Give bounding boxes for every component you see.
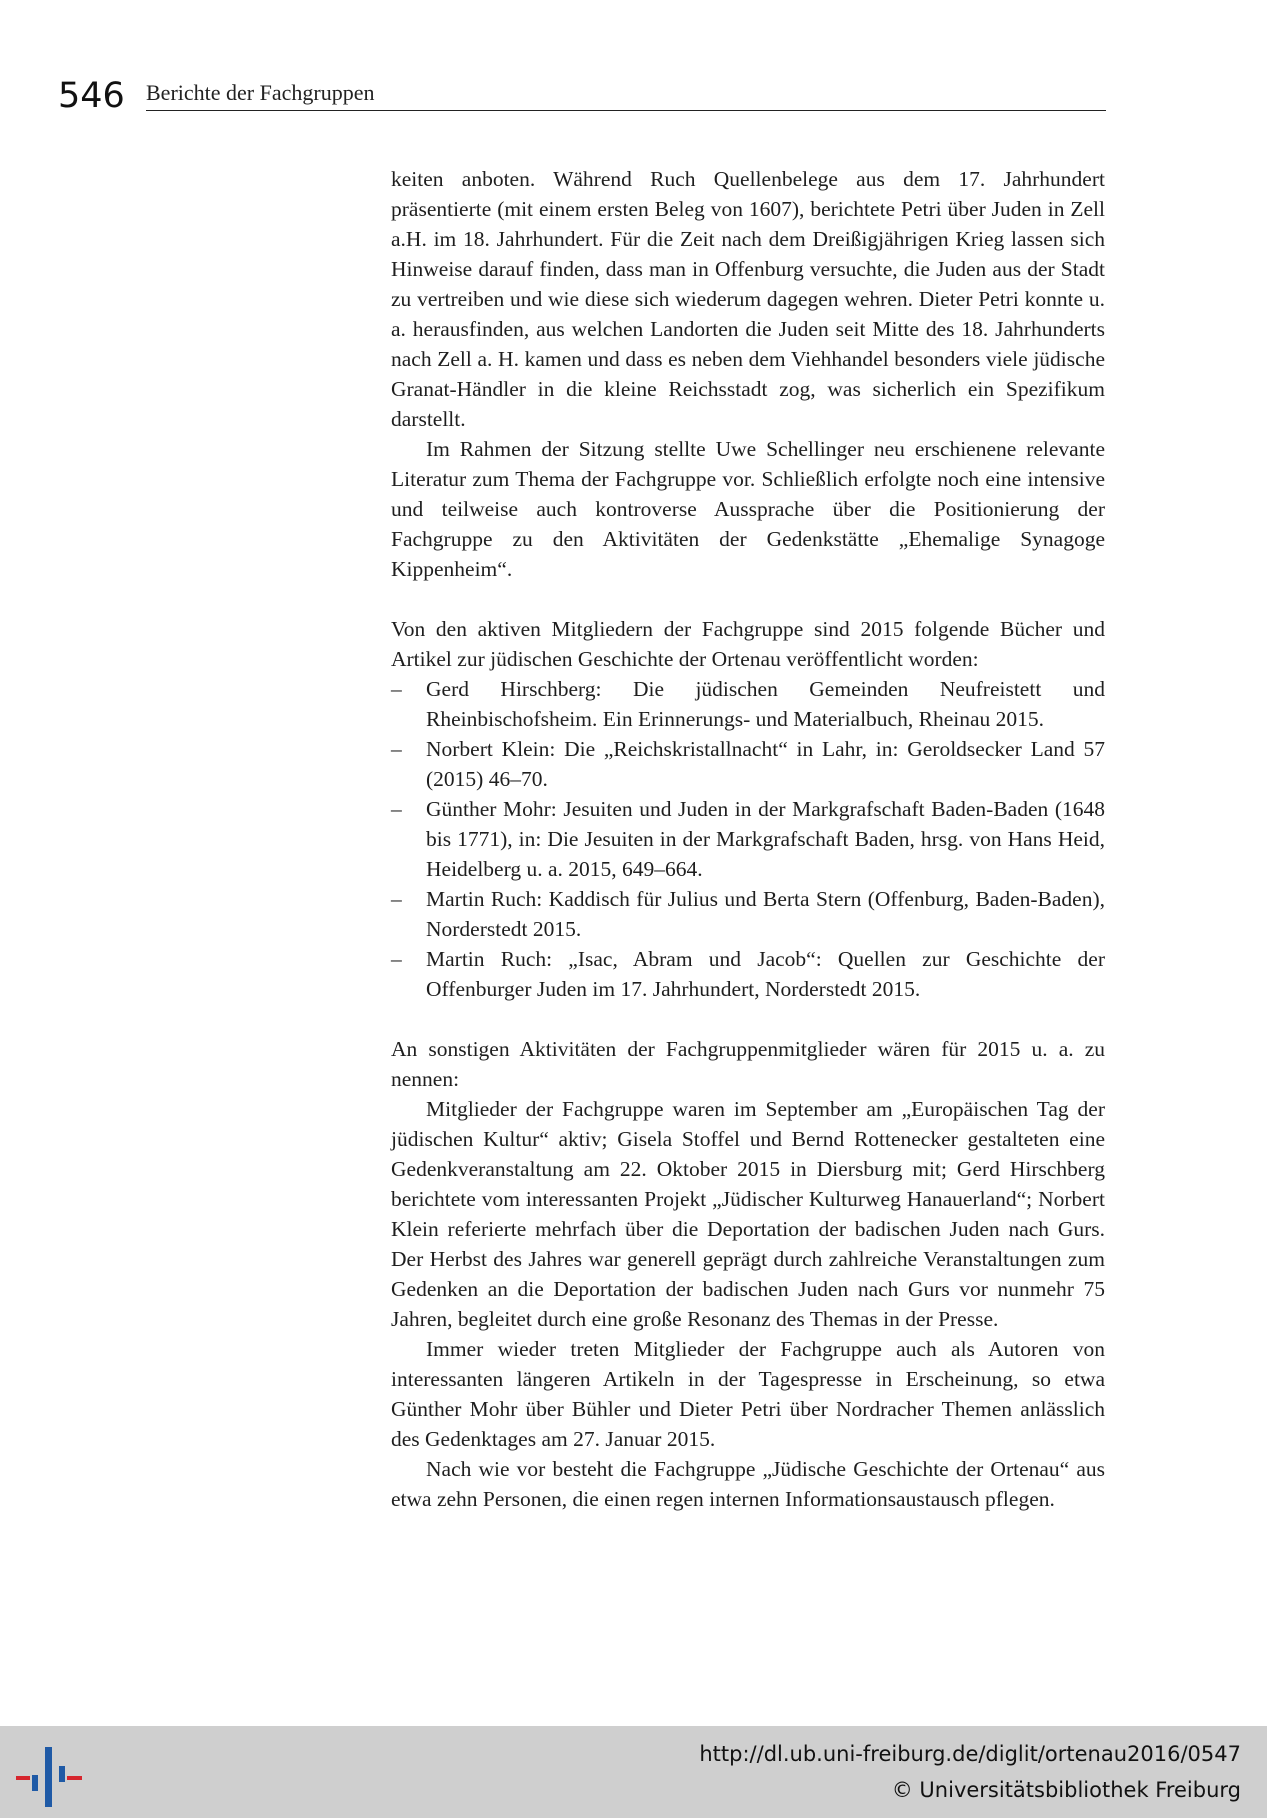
paragraph: Mitglieder der Fachgruppe waren im September am „Europäischen Tag der jüdischen Kultur“ aktiv; Gisela Stoffel und Bernd Rottenecker gestalteten eine Gedenkveranstaltung am 22. Oktober 2015 in Diersburg mit; Gerd Hirschberg berichtete vom interessanten Projekt „Jüdischer Kulturweg Hanauerland“; Norbert Klein referierte mehrfach über die Deportation der badischen Juden nach Gurs. Der Herbst des Jahres war generell geprägt durch zahlreiche Veranstaltungen zum Gedenken an die Deportation der badischen Juden nach Gurs vor nunmehr 75 Jahren, begleitet durch eine große Resonanz des Themas in der Presse. (391, 1097, 1105, 1331)
list-dash: – (391, 947, 402, 971)
source-url-link[interactable]: http://dl.ub.uni-freiburg.de/diglit/ortenau2016/0547 (699, 1742, 1241, 1766)
footer-bar (0, 1726, 1267, 1818)
paragraph: Von den aktiven Mitgliedern der Fachgruppe sind 2015 folgende Bücher und Artikel zur jüdischen Geschichte der Ortenau veröffentlicht worden: (391, 617, 1105, 671)
article-body (391, 164, 1105, 1514)
list-item-text: Gerd Hirschberg: Die jüdischen Gemeinden Neufreistett und Rheinbischofsheim. Ein Erinnerungs- und Materialbuch, Rheinau 2015. (426, 677, 1105, 731)
paragraph: Im Rahmen der Sitzung stellte Uwe Schellinger neu erschienene relevante Literatur zum Thema der Fachgruppe vor. Schließlich erfolgte noch eine intensive und teilweise auch kontroverse Aussprache über die Positionierung der Fachgruppe zu den Aktivitäten der Gedenkstätte „Ehemalige Synagoge Kippenheim“. (391, 437, 1105, 581)
logo-red-left (16, 1776, 30, 1780)
running-title: Berichte der Fachgruppen (146, 80, 375, 105)
list-item (391, 794, 1105, 884)
ub-freiburg-logo-icon (14, 1741, 84, 1811)
logo-bar-tall (45, 1747, 52, 1807)
paragraph: Nach wie vor besteht die Fachgruppe „Jüdische Geschichte der Ortenau“ aus etwa zehn Personen, die einen regen internen Informationsaustausch pflegen. (391, 1457, 1105, 1511)
list-dash: – (391, 737, 402, 761)
list-item (391, 734, 1105, 794)
list-dash: – (391, 677, 402, 701)
list-item (391, 674, 1105, 734)
list-item-text: Martin Ruch: „Isac, Abram und Jacob“: Quellen zur Geschichte der Offenburger Juden im 17. Jahrhundert, Norderstedt 2015. (426, 947, 1105, 1001)
publication-list (391, 674, 1105, 1004)
paragraph: keiten anboten. Während Ruch Quellenbelege aus dem 17. Jahrhundert präsentierte (mit einem ersten Beleg von 1607), berichtete Petri über Juden in Zell a.H. im 18. Jahrhundert. Für die Zeit nach dem Dreißigjährigen Krieg lassen sich Hinweise darauf finden, dass man in Offenburg versuchte, die Juden aus der Stadt zu vertreiben und wie diese sich wiederum dagegen wehren. Dieter Petri konnte u. a. herausfinden, aus welchen Landorten die Juden seit Mitte des 18. Jahrhunderts nach Zell a. H. kamen und dass es neben dem Viehhandel besonders viele jüdische Granat-Händler in die kleine Reichsstadt zog, was sicherlich ein Spezifikum darstellt. (391, 167, 1105, 431)
list-dash: – (391, 797, 402, 821)
list-dash: – (391, 887, 402, 911)
logo-bar-short (32, 1775, 38, 1791)
list-item-text: Martin Ruch: Kaddisch für Julius und Berta Stern (Offenburg, Baden-Baden), Norderstedt 2015. (426, 887, 1105, 941)
paragraph: An sonstigen Aktivitäten der Fachgruppenmitglieder wären für 2015 u. a. zu nennen: (391, 1037, 1105, 1091)
logo-bar-mid (59, 1766, 65, 1782)
list-item-text: Norbert Klein: Die „Reichskristallnacht“ in Lahr, in: Geroldsecker Land 57 (2015) 46–70. (426, 737, 1105, 791)
list-item (391, 884, 1105, 944)
list-item (391, 944, 1105, 1004)
paragraph: Immer wieder treten Mitglieder der Fachgruppe auch als Autoren von interessanten längeren Artikeln in der Tagespresse in Erscheinung, so etwa Günther Mohr über Bühler und Dieter Petri über Nordracher Themen anlässlich des Gedenktages am 27. Januar 2015. (391, 1337, 1105, 1451)
copyright-notice: © Universitätsbibliothek Freiburg (891, 1778, 1241, 1802)
logo-red-right (67, 1776, 82, 1780)
list-item-text: Günther Mohr: Jesuiten und Juden in der Markgrafschaft Baden-Baden (1648 bis 1771), in: Die Jesuiten in der Markgrafschaft Baden, hrsg. von Hans Heid, Heidelberg u. a. 2015, 649–664. (426, 797, 1105, 881)
page-number: 546 (58, 76, 125, 116)
header-rule (146, 110, 1106, 111)
